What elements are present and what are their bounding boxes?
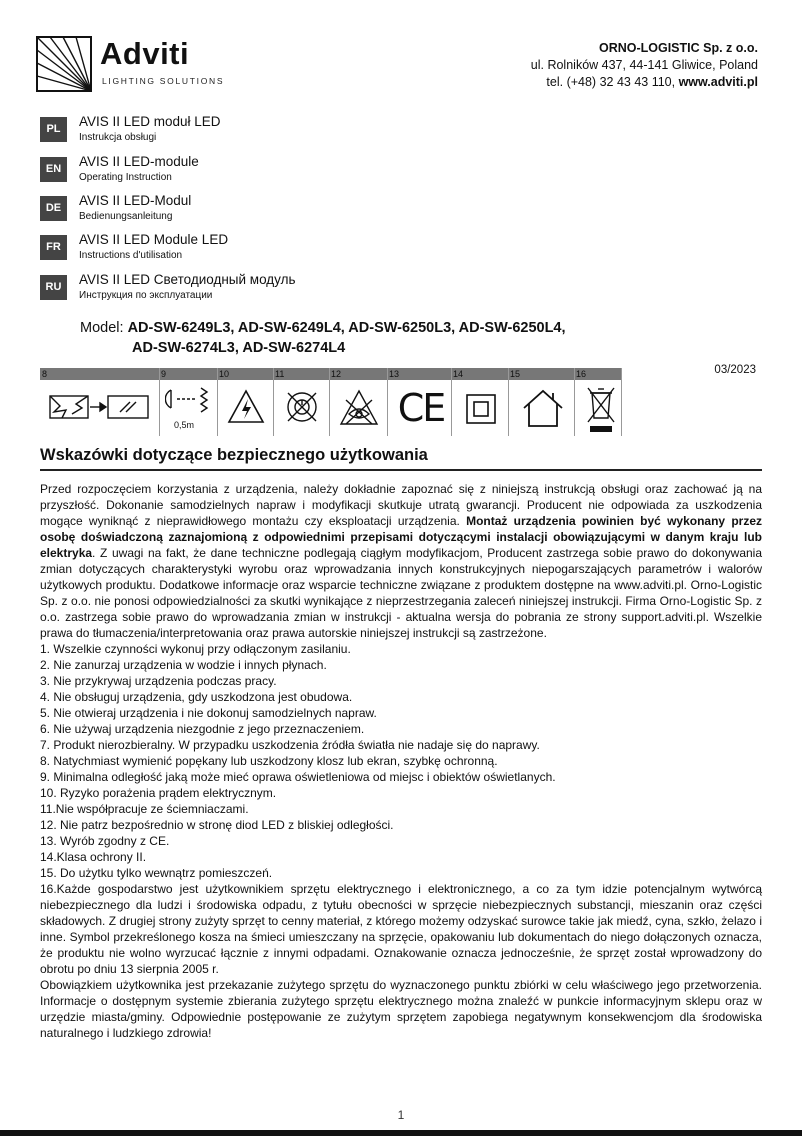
language-entry-ru <box>40 272 540 304</box>
logo-rays-icon <box>36 36 92 92</box>
no-dimmer-icon <box>283 388 321 426</box>
language-badge: DE <box>40 196 67 221</box>
footer-rule <box>0 1130 802 1136</box>
language-subtitle: Инструкция по эксплуатации <box>79 290 213 301</box>
distance-label: 0,5m <box>174 420 195 430</box>
closing-paragraph: Obowiązkiem użytkownika jest przekazanie zużytego sprzętu do wyznaczonego punktu zbiórki w celu właściwego jego przetworzenia. Informacje o dostępnym systemie zbierania zużytego sprzętu elektrycznego można znaleźć w punkcie informacyjnym sklepu oraz w urzędzie miasta/gminy. Odpowiednie postępowanie ze zużytym sprzętem zapobiega negatywnym konsekwencjom dla środowiska naturalnego i ludzkiego zdrowia! <box>40 978 762 1040</box>
language-subtitle: Operating Instruction <box>79 172 172 183</box>
list-item: 13. Wyrób zgodny z CE. <box>40 834 170 848</box>
weee-crossed-bin-icon <box>584 384 618 434</box>
symbol-number: 10 <box>219 369 230 379</box>
language-title: AVIS II LED moduł LED <box>79 114 221 129</box>
language-badge: EN <box>40 157 67 182</box>
language-badge: FR <box>40 235 67 260</box>
language-entry-pl <box>40 114 540 146</box>
list-item: 6. Nie używaj urządzenia niezgodnie z jego przeznaczeniem. <box>40 722 365 736</box>
list-item: 14.Klasa ochrony II. <box>40 850 147 864</box>
indoor-use-icon <box>520 386 566 430</box>
language-entry-en <box>40 154 540 186</box>
symbol-number: 14 <box>453 369 464 379</box>
symbol-number: 8 <box>42 369 48 379</box>
revision-date: 03/2023 <box>714 364 756 376</box>
company-address: ul. Rolników 437, 44-141 Gliwice, Poland <box>530 58 758 72</box>
list-item: 8. Natychmiast wymienić popękany lub uszkodzony klosz lub ekran, szybkę ochronną. <box>40 754 498 768</box>
page-number: 1 <box>397 1108 405 1122</box>
model-numbers-line1: AD-SW-6249L3, AD-SW-6249L4, AD-SW-6250L3, AD-SW-6250L4, <box>127 320 566 336</box>
replace-broken-cover-icon <box>46 386 154 430</box>
symbol-number: 11 <box>275 369 285 379</box>
list-item: 9. Minimalna odległość jaką może mieć oprawa oświetleniowa od miejsc i obiektów oświetlanych. <box>40 770 556 784</box>
language-subtitle: Instructions d'utilisation <box>79 250 183 261</box>
list-item: 12. Nie patrz bezpośrednio w stronę diod LED z bliskiej odległości. <box>40 818 394 832</box>
company-website[interactable]: www.adviti.pl <box>678 75 758 89</box>
ce-mark-icon: CE <box>397 386 445 430</box>
list-item: 3. Nie przykrywaj urządzenia podczas pracy. <box>40 674 277 688</box>
list-item: 2. Nie zanurzaj urządzenia w wodzie i innych płynach. <box>40 658 327 672</box>
installation-warning: Montaż urządzenia powinien być wykonany przez osobę doświadczoną zaznajomioną z odpowiednimi przepisami dotyczącymi instalacji obowiązującymi w danym kraju lub elektryka <box>40 514 763 560</box>
symbol-number: 13 <box>389 369 400 379</box>
language-entry-fr <box>40 232 540 264</box>
language-title: AVIS II LED-Modul <box>79 193 192 208</box>
section-rule <box>40 469 762 471</box>
list-item: 15. Do użytku tylko wewnątrz pomieszczeń. <box>40 866 273 880</box>
language-subtitle: Bedienungsanleitung <box>79 211 173 222</box>
protection-class-ii-icon <box>464 392 498 426</box>
symbol-number: 9 <box>161 369 167 379</box>
symbol-strip <box>40 368 622 436</box>
model-numbers-line2: AD-SW-6274L3, AD-SW-6274L4 <box>132 340 346 356</box>
electric-shock-warning-icon <box>227 388 265 426</box>
list-item: 10. Ryzyko porażenia prądem elektrycznym. <box>40 786 277 800</box>
model-list <box>80 318 566 358</box>
minimum-distance-icon <box>165 384 213 418</box>
symbol-number: 15 <box>510 369 521 379</box>
company-phone: tel. (+48) 32 43 43 110, <box>546 75 679 89</box>
company-info <box>531 40 758 91</box>
safety-instructions <box>40 481 762 1041</box>
brand-logo <box>36 36 246 92</box>
language-title: AVIS II LED Module LED <box>79 232 229 247</box>
logo-tagline: LIGHTING SOLUTIONS <box>102 76 225 86</box>
language-entry-de <box>40 193 540 225</box>
company-name: ORNO-LOGISTIC Sp. z o.o. <box>598 41 758 55</box>
language-badge: RU <box>40 275 67 300</box>
list-item: 7. Produkt nierozbieralny. W przypadku uszkodzenia źródła światła nie nadaje się do naprawy. <box>40 738 540 752</box>
company-contact <box>531 74 758 91</box>
logo-wordmark: Adviti <box>100 36 190 71</box>
model-label: Model: <box>80 320 128 336</box>
language-title: AVIS II LED Светодиодный модуль <box>79 272 296 287</box>
language-title: AVIS II LED-module <box>79 154 199 169</box>
list-item: 1. Wszelkie czynności wykonuj przy odłączonym zasilaniu. <box>40 642 351 656</box>
language-subtitle: Instrukcja obsługi <box>79 132 157 143</box>
language-badge: PL <box>40 117 67 142</box>
list-item: 4. Nie obsługuj urządzenia, gdy uszkodzona jest obudowa. <box>40 690 353 704</box>
symbol-number: 16 <box>576 369 587 379</box>
intro-paragraph: Przed rozpoczęciem korzystania z urządzenia, należy dokładnie zapoznać się z niniejszą instrukcją obsługi oraz zachować ją na przyszłość. Dokonanie samodzielnych napraw i modyfikacji skutkuje utratą gwarancji. Producent nie odpowiada za uszkodzenia mogące wyniknąć z nieprawidłowego montażu czy eksploatacji urządzenia. Montaż urządzenia powinien być wykonany przez osobę doświadczoną zaznajomioną z odpowiednimi przepisami dotyczącymi instalacji obowiązującymi w danym kraju lub elektryka. Z uwagi na fakt, że dane techniczne podlegają ciągłym modyfikacjom, Producent zastrzega sobie prawo do dokonywania zmian dotyczących charakterystyki wyrobu oraz wprowadzania innych konstrukcyjnych niepogarszających parametrów i walorów użytkowych produktu. Dodatkowe informacje oraz wsparcie techniczne związane z produktem dostępne na www.adviti.pl. Orno-Logistic Sp. z o.o. nie ponosi odpowiedzialności za skutki wynikające z nieprzestrzegania zaleceń niniejszej instrukcji. Firma Orno-Logistic Sp. z o.o. zastrzega sobie prawo do wprowadzania zmian w instrukcji - aktualna wersja do pobrania ze strony support.adviti.pl. Wszelkie prawa do tłumaczenia/interpretowania oraz prawa autorskie niniejszej instrukcji są zastrzeżone. <box>40 482 763 640</box>
list-item: 5. Nie otwieraj urządzenia i nie dokonuj samodzielnych napraw. <box>40 706 377 720</box>
weee-paragraph: 16.Każde gospodarstwo jest użytkownikiem sprzętu elektrycznego i elektronicznego, a co za tym idzie potencjalnym wytwórcą niebezpiecznego dla ludzi i środowiska odpadu, z tytułu obecności w sprzęcie niebezpiecznych substancji, mieszanin oraz części składowych. Z drugiej strony zużyty sprzęt to cenny materiał, z którego możemy odzyskać surowce takie jak miedź, cyna, szkło, żelazo i inne. Symbol przekreślonego kosza na śmieci umieszczany na sprzęcie, opakowaniu lub dokumentach do niego dołączonych oznacza, że produktu nie wolno wyrzucać łącznie z innymi odpadami. Oznakowanie oznacza jednocześnie, że sprzęt został wprowadzony do obrotu po dniu 13 sierpnia 2005 r. <box>40 882 762 976</box>
symbol-number: 12 <box>331 369 342 379</box>
list-item: 11.Nie współpracuje ze ściemniaczami. <box>40 802 249 816</box>
do-not-stare-led-icon <box>338 388 380 428</box>
section-title: Wskazówki dotyczące bezpiecznego użytkowania <box>40 446 428 464</box>
